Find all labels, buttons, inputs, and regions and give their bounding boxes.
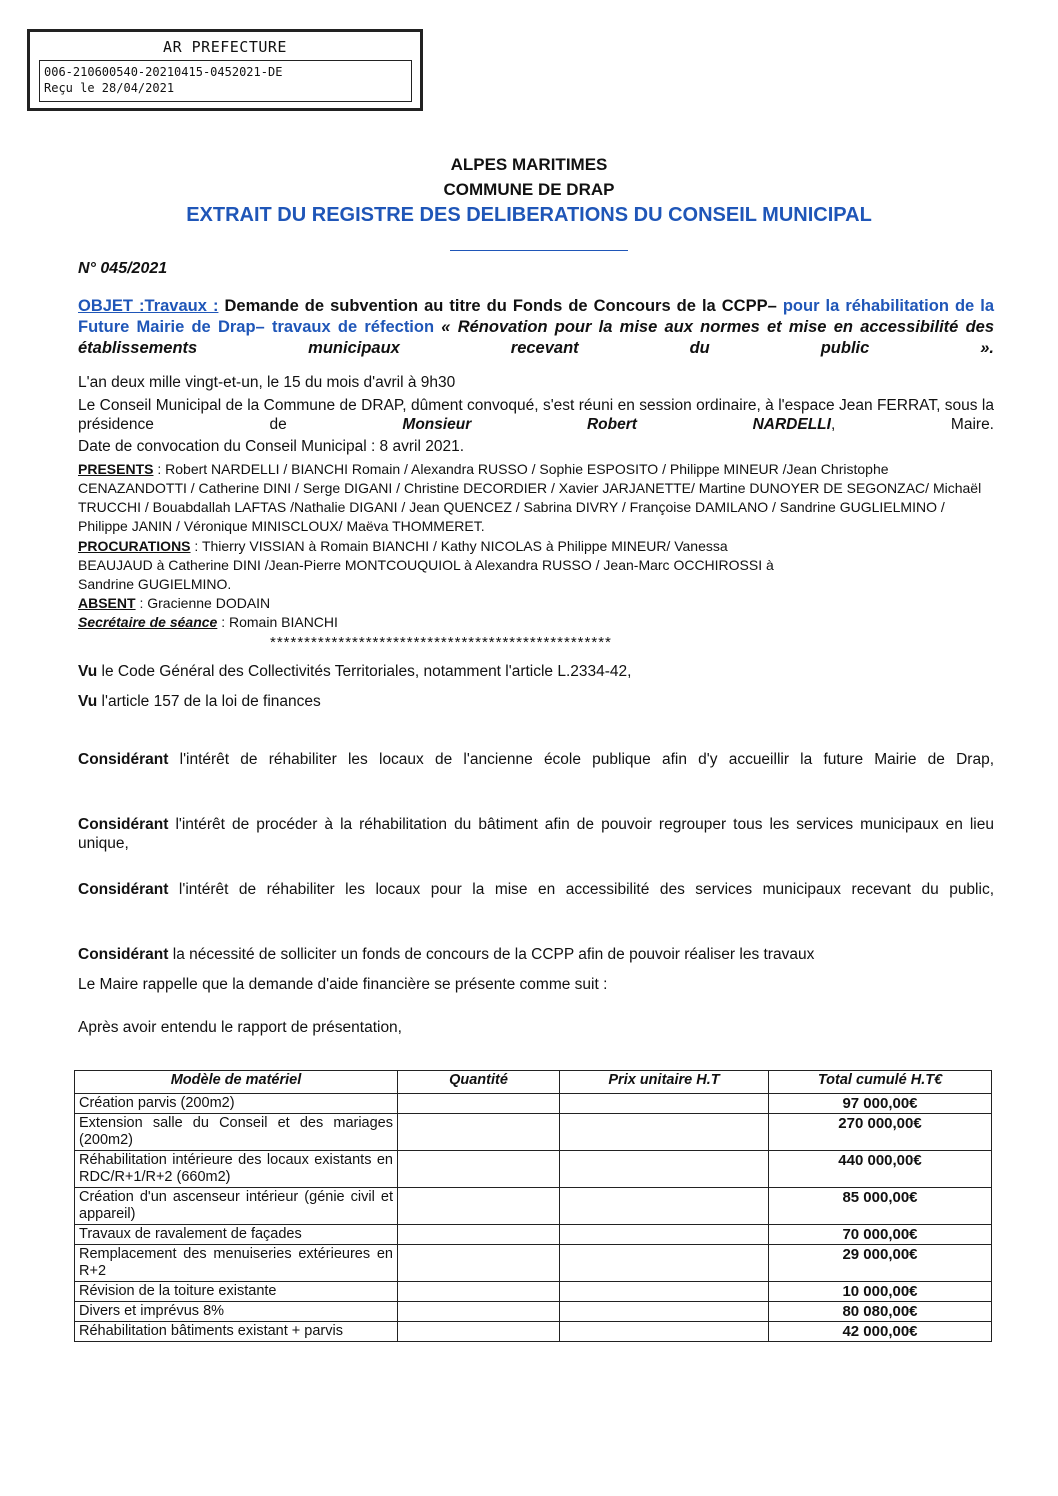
- cost-table: [74, 1070, 992, 1342]
- total-cell: 29 000,00€: [769, 1245, 992, 1282]
- stamp-received-date: Reçu le 28/04/2021: [44, 81, 175, 95]
- vu-label: Vu: [78, 663, 98, 680]
- secretary-label: Secrétaire de séance: [78, 614, 218, 630]
- session-date: L'an deux mille vingt-et-un, le 15 du mois d'avril à 9h30: [78, 374, 456, 391]
- considerant-3: [78, 880, 994, 899]
- total-cell: 85 000,00€: [769, 1188, 992, 1225]
- quantity-cell: [398, 1225, 560, 1245]
- table-row: [75, 1151, 992, 1188]
- table-row: [75, 1245, 992, 1282]
- quantity-cell: [398, 1151, 560, 1188]
- vu-text: le Code Général des Collectivités Territoriales, notamment l'article L.2334-42,: [97, 663, 632, 680]
- item-cell: Remplacement des menuiseries extérieures en R+2: [75, 1245, 398, 1282]
- secretary-name: : Romain BIANCHI: [217, 614, 338, 630]
- quantity-cell: [398, 1114, 560, 1151]
- considerant-label: Considérant: [78, 946, 169, 963]
- maire-recall: Le Maire rappelle que la demande d'aide financière se présente comme suit :: [78, 976, 608, 993]
- considerant-1: [78, 750, 994, 769]
- considerant-label: Considérant: [78, 751, 169, 768]
- presents-paragraph: [78, 460, 994, 536]
- unit-price-cell: [560, 1188, 769, 1225]
- deliberation-number: N° 045/2021: [78, 260, 168, 277]
- presents-list: : Robert NARDELLI / BIANCHI Romain / Alexandra RUSSO / Sophie ESPOSITO / Philippe MINEUR /Jean Christophe CENAZANDOTTI / Catherine DINI / Serge DIGANI / Christine DECORDIER / Xavier JARJANETTE/ Martine DUNOYER DE SEGONZAC/ Michaël TRUCCHI / Bouabdallah LAFTAS /Nathalie DIGANI / Jean QUENCEZ / Sabrina DIVRY / Françoise DAMILANO / Sandrine GUGLIELMINO / Philippe JANIN / Véronique MINISCLOUX/ Maëva THOMMERET.: [78, 461, 982, 534]
- quantity-cell: [398, 1094, 560, 1114]
- after-report: Après avoir entendu le rapport de présentation,: [78, 1019, 402, 1036]
- session-text: Le Conseil Municipal de la Commune de DRAP, dûment convoqué, s'est réuni en session ordinaire, à l'espace Jean FERRAT, sous la présidence de: [78, 397, 994, 433]
- unit-price-cell: [560, 1245, 769, 1282]
- quantity-cell: [398, 1322, 560, 1342]
- considerant-label: Considérant: [78, 881, 169, 898]
- stamp-title: AR PREFECTURE: [163, 38, 287, 56]
- col-header-unit-price: Prix unitaire H.T: [560, 1071, 769, 1094]
- session-text-end: , Maire.: [830, 416, 994, 433]
- quantity-cell: [398, 1282, 560, 1302]
- table-row: [75, 1188, 992, 1225]
- item-cell: Extension salle du Conseil et des mariages (200m2): [75, 1114, 398, 1151]
- considerant-text: l'intérêt de réhabiliter les locaux de l'ancienne école publique afin d'y accueillir la future Mairie de Drap,: [168, 751, 994, 768]
- table-row: [75, 1094, 992, 1114]
- unit-price-cell: [560, 1322, 769, 1342]
- commune-heading: COMMUNE DE DRAP: [443, 180, 615, 199]
- table-row: [75, 1114, 992, 1151]
- vu-line-2: [78, 692, 994, 711]
- register-heading: EXTRAIT DU REGISTRE DES DELIBERATIONS DU CONSEIL MUNICIPAL: [186, 204, 872, 226]
- table-row: [75, 1225, 992, 1245]
- unit-price-cell: [560, 1114, 769, 1151]
- unit-price-cell: [560, 1151, 769, 1188]
- total-cell: 440 000,00€: [769, 1151, 992, 1188]
- president-name: Monsieur Robert NARDELLI: [402, 416, 831, 433]
- quantity-cell: [398, 1302, 560, 1322]
- unit-price-cell: [560, 1302, 769, 1322]
- item-cell: Réhabilitation intérieure des locaux existants en RDC/R+1/R+2 (660m2): [75, 1151, 398, 1188]
- stamp-reference: 006-210600540-20210415-0452021-DE: [44, 65, 283, 79]
- objet-label: OBJET :Travaux :: [78, 297, 219, 315]
- absent-label: ABSENT: [78, 595, 136, 611]
- item-cell: Réhabilitation bâtiments existant + parvis: [75, 1322, 398, 1342]
- item-cell: Création d'un ascenseur intérieur (génie civil et appareil): [75, 1188, 398, 1225]
- total-cell: 42 000,00€: [769, 1322, 992, 1342]
- total-cell: 80 080,00€: [769, 1302, 992, 1322]
- absent-line: [78, 594, 994, 613]
- quantity-cell: [398, 1245, 560, 1282]
- table-row: [75, 1302, 992, 1322]
- procurations-label: PROCURATIONS: [78, 538, 191, 554]
- considerant-label: Considérant: [78, 816, 169, 833]
- table-row: [75, 1282, 992, 1302]
- stamp-box: [39, 60, 412, 102]
- considerant-4: [78, 945, 994, 964]
- considerant-2: [78, 815, 994, 853]
- total-cell: 70 000,00€: [769, 1225, 992, 1245]
- objet-text-3: « Rénovation pour la mise aux normes et mise en accessibilité des établissements municipaux recevant du public ».: [78, 318, 995, 357]
- col-header-total: Total cumulé H.T€: [769, 1071, 992, 1094]
- table-header-row: [75, 1071, 992, 1094]
- vu-line-1: [78, 662, 994, 681]
- unit-price-cell: [560, 1282, 769, 1302]
- total-cell: 97 000,00€: [769, 1094, 992, 1114]
- session-convocation: [78, 396, 994, 434]
- department-heading: ALPES MARITIMES: [450, 155, 608, 174]
- table-row: [75, 1322, 992, 1342]
- vu-label: Vu: [78, 693, 98, 710]
- considerant-text: l'intérêt de réhabiliter les locaux pour la mise en accessibilité des services municipaux recevant du public,: [168, 881, 994, 898]
- objet-text-2: pour la réhabilitation de la Future Mairie de Drap– travaux de réfection: [78, 297, 995, 336]
- secretary-line: [78, 613, 994, 632]
- unit-price-cell: [560, 1225, 769, 1245]
- objet-paragraph: [78, 296, 994, 359]
- procurations-paragraph: [78, 537, 798, 594]
- convocation-date: Date de convocation du Conseil Municipal : 8 avril 2021.: [78, 438, 465, 455]
- item-cell: Révision de la toiture existante: [75, 1282, 398, 1302]
- considerant-text: la nécessité de solliciter un fonds de concours de la CCPP afin de pouvoir réaliser les travaux: [168, 946, 815, 963]
- objet-text-1: Demande de subvention au titre du Fonds de Concours de la CCPP–: [218, 297, 777, 315]
- total-cell: 270 000,00€: [769, 1114, 992, 1151]
- item-cell: Travaux de ravalement de façades: [75, 1225, 398, 1245]
- item-cell: Divers et imprévus 8%: [75, 1302, 398, 1322]
- absent-name: : Gracienne DODAIN: [135, 595, 271, 611]
- item-cell: Création parvis (200m2): [75, 1094, 398, 1114]
- presents-label: PRESENTS: [78, 461, 154, 477]
- separator-stars: **************************************************: [270, 634, 612, 651]
- procurations-list: : Thierry VISSIAN à Romain BIANCHI / Kathy NICOLAS à Philippe MINEUR/ Vanessa BEAUJAUD à Catherine DINI /Jean-Pierre MONTCOUQUIOL à Alexandra RUSSO / Jean-Marc OCCHIROSSI à Sandrine GUGIELMINO.: [78, 538, 774, 592]
- unit-price-cell: [560, 1094, 769, 1114]
- vu-text: l'article 157 de la loi de finances: [97, 693, 321, 710]
- prefecture-stamp: [27, 29, 423, 111]
- heading-divider: [450, 250, 628, 251]
- quantity-cell: [398, 1188, 560, 1225]
- total-cell: 10 000,00€: [769, 1282, 992, 1302]
- col-header-quantity: Quantité: [398, 1071, 560, 1094]
- col-header-model: Modèle de matériel: [75, 1071, 398, 1094]
- considerant-text: l'intérêt de procéder à la réhabilitation du bâtiment afin de pouvoir regrouper tous les services municipaux en lieu unique,: [78, 816, 994, 852]
